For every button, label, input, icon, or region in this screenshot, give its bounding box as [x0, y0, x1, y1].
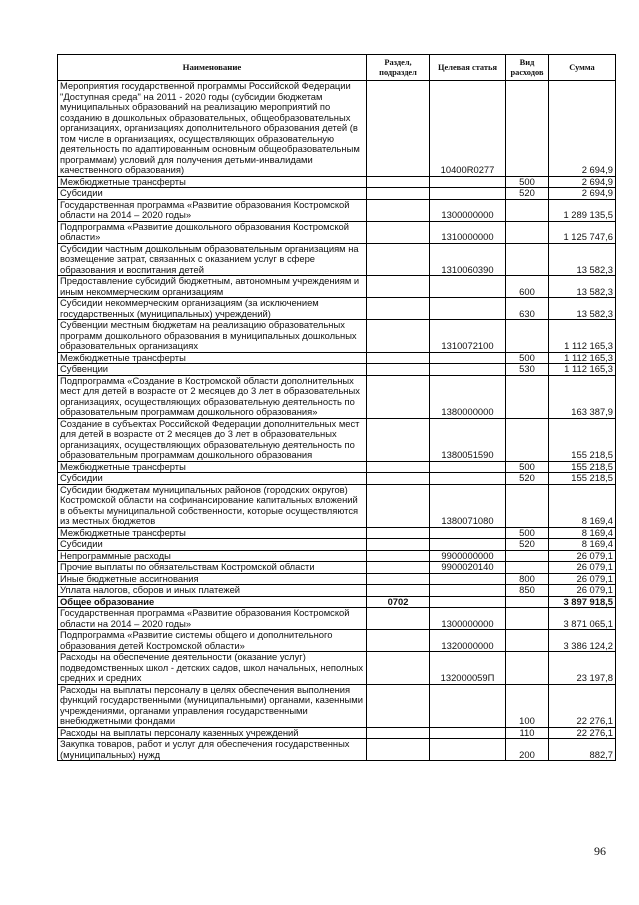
row-target-cell: 1300000000 — [430, 608, 506, 630]
table-row — [58, 608, 616, 630]
row-section-cell — [367, 527, 430, 539]
row-name-cell: Мероприятия государственной программы Российской Федерации "Доступная среда" на 2011 - 2020 годы (субсидии бюджетам муниципальных образований на реализацию мероприятий по созданию в дошкольных образовательных, общеобразовательных организациях, организациях дополнительного образования детей (в том числе в организациях, осуществляющих образовательную деятельность по адаптированным основным общеобразовательным программам) условий для получения детьми-инвалидами качественного образования) — [58, 81, 367, 177]
table-row — [58, 652, 616, 685]
row-name-cell: Государственная программа «Развитие образования Костромской области на 2014 – 2020 годы» — [58, 199, 367, 221]
budget-table — [57, 54, 616, 761]
row-name-cell: Субсидии некоммерческим организациям (за исключением государственных (муниципальных) учреждений) — [58, 298, 367, 320]
table-row — [58, 630, 616, 652]
row-sum-cell: 3 871 065,1 — [549, 608, 616, 630]
row-name-cell: Предоставление субсидий бюджетным, автономным учреждениям и иным некоммерческим организациям — [58, 276, 367, 298]
row-name-cell: Субсидии частным дошкольным образовательным организациям на возмещение затрат, связанных с оказанием услуг в сфере образования и воспитания детей — [58, 243, 367, 276]
row-target-cell — [430, 352, 506, 364]
row-name-cell: Субсидии — [58, 539, 367, 551]
row-section-cell — [367, 320, 430, 353]
row-sum-cell: 22 276,1 — [549, 684, 616, 727]
row-target-cell — [430, 473, 506, 485]
row-section-cell — [367, 608, 430, 630]
row-type-cell — [506, 652, 549, 685]
page-number: 96 — [594, 844, 606, 858]
row-sum-cell: 26 079,1 — [549, 573, 616, 585]
row-type-cell: 500 — [506, 461, 549, 473]
table-row — [58, 684, 616, 727]
row-type-cell: 600 — [506, 276, 549, 298]
row-name-cell: Расходы на выплаты персоналу казенных учреждений — [58, 727, 367, 739]
row-section-cell — [367, 375, 430, 418]
row-type-cell — [506, 243, 549, 276]
row-sum-cell: 8 169,4 — [549, 527, 616, 539]
row-name-cell: Межбюджетные трансферты — [58, 527, 367, 539]
table-row — [58, 562, 616, 574]
row-target-cell: 1380051590 — [430, 418, 506, 461]
row-name-cell: Межбюджетные трансферты — [58, 352, 367, 364]
table-row — [58, 221, 616, 243]
row-section-cell — [367, 573, 430, 585]
row-type-cell: 530 — [506, 364, 549, 376]
table-row — [58, 527, 616, 539]
row-name-cell: Субсидии — [58, 188, 367, 200]
row-section-cell — [367, 585, 430, 597]
table-header-row — [58, 55, 616, 81]
table-row — [58, 243, 616, 276]
row-sum-cell: 8 169,4 — [549, 539, 616, 551]
row-target-cell: 132000059П — [430, 652, 506, 685]
row-target-cell — [430, 727, 506, 739]
row-target-cell — [430, 461, 506, 473]
row-target-cell — [430, 585, 506, 597]
row-type-cell: 520 — [506, 188, 549, 200]
row-target-cell — [430, 188, 506, 200]
row-sum-cell: 1 125 747,6 — [549, 221, 616, 243]
row-section-cell — [367, 727, 430, 739]
row-type-cell — [506, 320, 549, 353]
row-target-cell: 1310060390 — [430, 243, 506, 276]
row-type-cell — [506, 375, 549, 418]
row-type-cell — [506, 550, 549, 562]
row-section-cell — [367, 243, 430, 276]
table-row — [58, 375, 616, 418]
row-type-cell: 500 — [506, 527, 549, 539]
row-type-cell — [506, 630, 549, 652]
row-name-cell: Уплата налогов, сборов и иных платежей — [58, 585, 367, 597]
table-row — [58, 539, 616, 551]
row-type-cell — [506, 484, 549, 527]
header-sum: Сумма — [549, 55, 616, 81]
row-target-cell: 1380071080 — [430, 484, 506, 527]
row-section-cell — [367, 652, 430, 685]
header-target: Целевая статья — [430, 55, 506, 81]
table-body — [58, 81, 616, 761]
row-name-cell: Расходы на выплаты персоналу в целях обеспечения выполнения функций государственными (муниципальными) органами, казенными учреждениями, органами управления государственными внебюджетными фондами — [58, 684, 367, 727]
row-name-cell: Расходы на обеспечение деятельности (оказание услуг) подведомственных школ - детских садов, школ начальных, неполных средних и средних — [58, 652, 367, 685]
row-sum-cell: 22 276,1 — [549, 727, 616, 739]
table-row — [58, 364, 616, 376]
row-sum-cell: 23 197,8 — [549, 652, 616, 685]
row-section-cell — [367, 221, 430, 243]
row-sum-cell: 26 079,1 — [549, 585, 616, 597]
row-section-cell — [367, 684, 430, 727]
row-sum-cell: 155 218,5 — [549, 461, 616, 473]
row-type-cell: 520 — [506, 473, 549, 485]
table-row — [58, 298, 616, 320]
table-row — [58, 585, 616, 597]
row-target-cell: 9900000000 — [430, 550, 506, 562]
row-target-cell: 10400R0277 — [430, 81, 506, 177]
row-name-cell: Создание в субъектах Российской Федерации дополнительных мест для детей в возрасте от 2 месяцев до 3 лет в образовательных организациях, осуществляющих образовательную деятельность по образовательным программам дошкольного образования — [58, 418, 367, 461]
row-type-cell: 500 — [506, 352, 549, 364]
row-sum-cell: 155 218,5 — [549, 473, 616, 485]
row-section-cell — [367, 550, 430, 562]
row-sum-cell: 8 169,4 — [549, 484, 616, 527]
row-type-cell — [506, 418, 549, 461]
table-row — [58, 418, 616, 461]
row-sum-cell: 2 694,9 — [549, 81, 616, 177]
row-sum-cell: 2 694,9 — [549, 188, 616, 200]
row-section-cell — [367, 739, 430, 761]
row-sum-cell: 1 112 165,3 — [549, 320, 616, 353]
row-section-cell — [367, 562, 430, 574]
row-target-cell: 9900020140 — [430, 562, 506, 574]
row-sum-cell: 26 079,1 — [549, 562, 616, 574]
row-name-cell: Межбюджетные трансферты — [58, 461, 367, 473]
row-section-cell — [367, 539, 430, 551]
table-row — [58, 176, 616, 188]
row-section-cell — [367, 473, 430, 485]
row-type-cell: 110 — [506, 727, 549, 739]
row-name-cell: Подпрограмма «Развитие дошкольного образования Костромской области» — [58, 221, 367, 243]
row-sum-cell: 882,7 — [549, 739, 616, 761]
row-sum-cell: 3 897 918,5 — [549, 596, 616, 608]
table-row — [58, 81, 616, 177]
row-section-cell — [367, 418, 430, 461]
row-name-cell: Государственная программа «Развитие образования Костромской области на 2014 – 2020 годы» — [58, 608, 367, 630]
row-type-cell: 850 — [506, 585, 549, 597]
row-type-cell: 800 — [506, 573, 549, 585]
row-section-cell — [367, 298, 430, 320]
row-type-cell — [506, 608, 549, 630]
row-type-cell — [506, 562, 549, 574]
table-row — [58, 573, 616, 585]
table-row — [58, 596, 616, 608]
row-name-cell: Подпрограмма «Развитие системы общего и дополнительного образования детей Костромской области» — [58, 630, 367, 652]
header-name: Наименование — [58, 55, 367, 81]
row-section-cell — [367, 461, 430, 473]
row-name-cell: Субсидии бюджетам муниципальных районов (городских округов) Костромской области на софинансирование капитальных вложений в объекты муниципальной собственности, которые осуществляются из местных бюджетов — [58, 484, 367, 527]
row-type-cell: 100 — [506, 684, 549, 727]
row-target-cell: 1310000000 — [430, 221, 506, 243]
table-row — [58, 727, 616, 739]
row-target-cell — [430, 739, 506, 761]
row-target-cell: 1300000000 — [430, 199, 506, 221]
row-name-cell: Субвенции местным бюджетам на реализацию образовательных программ дошкольного образования в муниципальных дошкольных образовательных организациях — [58, 320, 367, 353]
row-name-cell: Межбюджетные трансферты — [58, 176, 367, 188]
table-row — [58, 276, 616, 298]
row-type-cell — [506, 221, 549, 243]
row-name-cell: Подпрограмма «Создание в Костромской области дополнительных мест для детей в возрасте от 2 месяцев до 3 лет в образовательных организациях, осуществляющих образовательную деятельность по образовательным программам дошкольного образования» — [58, 375, 367, 418]
row-section-cell — [367, 352, 430, 364]
row-sum-cell: 26 079,1 — [549, 550, 616, 562]
row-sum-cell: 13 582,3 — [549, 243, 616, 276]
row-target-cell: 1320000000 — [430, 630, 506, 652]
row-target-cell — [430, 527, 506, 539]
row-sum-cell: 2 694,9 — [549, 176, 616, 188]
budget-table-container — [57, 54, 615, 761]
row-section-cell — [367, 276, 430, 298]
header-type: Вид расходов — [506, 55, 549, 81]
row-section-cell — [367, 364, 430, 376]
row-sum-cell: 13 582,3 — [549, 298, 616, 320]
row-sum-cell: 155 218,5 — [549, 418, 616, 461]
row-type-cell — [506, 81, 549, 177]
row-name-cell: Закупка товаров, работ и услуг для обеспечения государственных (муниципальных) нужд — [58, 739, 367, 761]
row-section-cell: 0702 — [367, 596, 430, 608]
table-row — [58, 199, 616, 221]
row-name-cell: Иные бюджетные ассигнования — [58, 573, 367, 585]
row-type-cell: 500 — [506, 176, 549, 188]
row-name-cell: Субвенции — [58, 364, 367, 376]
row-section-cell — [367, 188, 430, 200]
row-target-cell: 1380000000 — [430, 375, 506, 418]
row-sum-cell: 1 289 135,5 — [549, 199, 616, 221]
row-section-cell — [367, 81, 430, 177]
row-section-cell — [367, 199, 430, 221]
header-section: Раздел, подраздел — [367, 55, 430, 81]
row-type-cell — [506, 199, 549, 221]
row-type-cell: 200 — [506, 739, 549, 761]
table-row — [58, 473, 616, 485]
row-sum-cell: 163 387,9 — [549, 375, 616, 418]
row-sum-cell: 13 582,3 — [549, 276, 616, 298]
row-name-cell: Непрограммные расходы — [58, 550, 367, 562]
table-row — [58, 739, 616, 761]
row-section-cell — [367, 630, 430, 652]
table-row — [58, 352, 616, 364]
row-sum-cell: 3 386 124,2 — [549, 630, 616, 652]
row-target-cell — [430, 596, 506, 608]
row-type-cell: 520 — [506, 539, 549, 551]
table-row — [58, 320, 616, 353]
table-row — [58, 550, 616, 562]
row-name-cell: Субсидии — [58, 473, 367, 485]
row-sum-cell: 1 112 165,3 — [549, 364, 616, 376]
row-target-cell — [430, 298, 506, 320]
row-target-cell — [430, 364, 506, 376]
row-type-cell — [506, 596, 549, 608]
table-row — [58, 461, 616, 473]
row-name-cell: Прочие выплаты по обязательствам Костромской области — [58, 562, 367, 574]
row-target-cell — [430, 539, 506, 551]
table-row — [58, 484, 616, 527]
row-section-cell — [367, 176, 430, 188]
table-row — [58, 188, 616, 200]
row-target-cell — [430, 276, 506, 298]
row-type-cell: 630 — [506, 298, 549, 320]
row-target-cell: 1310072100 — [430, 320, 506, 353]
row-sum-cell: 1 112 165,3 — [549, 352, 616, 364]
row-target-cell — [430, 176, 506, 188]
row-name-cell: Общее образование — [58, 596, 367, 608]
row-target-cell — [430, 684, 506, 727]
row-section-cell — [367, 484, 430, 527]
row-target-cell — [430, 573, 506, 585]
